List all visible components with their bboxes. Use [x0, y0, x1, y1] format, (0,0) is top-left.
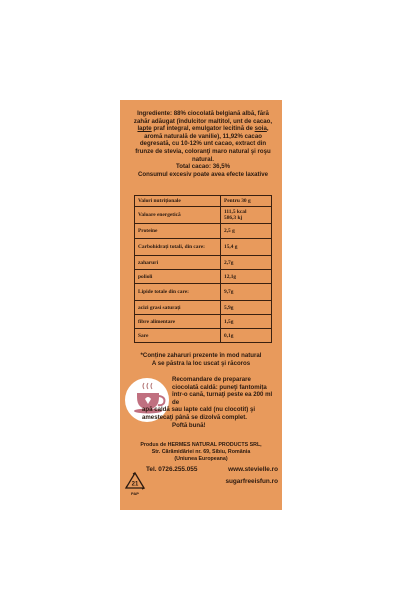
nutrition-label: fibre alimentare	[135, 315, 221, 329]
nutrition-value: 0,1g	[221, 329, 272, 343]
recycle-number: 21	[131, 481, 139, 488]
nutrition-value: 2,7g	[221, 256, 272, 270]
nutrition-header-label: Valori nutriționale	[135, 196, 221, 207]
nutrition-row	[135, 256, 272, 270]
producer-info	[122, 442, 280, 463]
producer-region: (Uniunea Europeana)	[174, 456, 228, 462]
nutrition-value: 1,5g	[221, 315, 272, 329]
recycle-code: PAP	[131, 491, 139, 496]
nutrition-value: 15,4 g	[221, 239, 272, 256]
laxative-warning: Consumul excesiv poate avea efecte laxative	[137, 170, 269, 178]
nutrition-value: 9,7g	[221, 284, 272, 301]
nutrition-label: zaharuri	[135, 256, 221, 270]
total-cacao: Total cacao: 36,5%	[175, 163, 231, 171]
recycle-icon	[124, 471, 146, 497]
sugar-note: *Conține zaharuri prezente în mod natural	[140, 352, 262, 359]
producer-address: Str. Cărămidăriei nr. 69, Sibiu, România	[151, 449, 251, 455]
nutrition-label: acizi grasi saturați	[135, 301, 221, 315]
nutrition-table	[134, 195, 272, 343]
nutrition-row	[135, 301, 272, 315]
allergen-soia: soia	[254, 125, 267, 133]
nutrition-value: 111,5 kcal 586,3 kj	[221, 207, 272, 224]
nutrition-value: 5,9g	[221, 301, 272, 315]
allergen-lapte: lapte	[137, 125, 152, 133]
nutrition-label: Carbohidrați totali, din care:	[135, 239, 221, 256]
nutrition-row	[135, 284, 272, 301]
nutrition-row	[135, 207, 272, 224]
nutrition-value: 12,1g	[221, 270, 272, 284]
nutrition-row	[135, 270, 272, 284]
storage-note: A se păstra la loc uscat şi răcoros	[151, 360, 251, 367]
producer-name: Produs de HERMES NATURAL PRODUCTS SRL,	[140, 442, 262, 448]
recipe-line-2: apă caldă sau lapte cald (nu clocotit) şi amestecaţi până se dizolvă complet.	[142, 406, 256, 421]
recipe-line-3: Poftă bună!	[172, 421, 206, 429]
nutrition-label: Proteine	[135, 224, 221, 239]
website-link[interactable]: www.stevielle.ro	[228, 466, 278, 473]
notes	[122, 352, 280, 368]
preparation-recommendation	[142, 376, 274, 429]
ingredients-text: Ingrediente: 88% ciocolată belgiană albă, fără zahăr adăugat (îndulcitor maltitol, unt de cacao, lapte praf integral, emulgator lecitină de soia, aromă naturală de vanilie), 11,92% cacao degresată, cu 10-12% unt cacao, extract din frunze de stevia, coloranţi maro natural şi roşu natural. Total cacao: 36,5% Consumul excesiv poate avea efecte laxative	[130, 110, 276, 178]
nutrition-row	[135, 239, 272, 256]
contact-info	[146, 466, 278, 485]
nutrition-value: 2,5 g	[221, 224, 272, 239]
nutrition-row	[135, 315, 272, 329]
nutrition-row	[135, 329, 272, 343]
nutrition-label: polioli	[135, 270, 221, 284]
nutrition-label: Sare	[135, 329, 221, 343]
nutrition-label: Valoare energetică	[135, 207, 221, 224]
recipe-line-1: Recomandare de preparare ciocolată caldă: puneţi fantomița într-o cană, turnaţi peste ea 200 ml de	[172, 376, 273, 406]
website-link-2[interactable]: sugarfreeisfun.ro	[225, 478, 278, 485]
nutrition-row	[135, 224, 272, 239]
nutrition-label: Lipide totale din care:	[135, 284, 221, 301]
nutrition-header-row	[135, 196, 272, 207]
phone: Tel. 0726.255.055	[146, 466, 198, 473]
nutrition-header-value: Pentru 30 g	[221, 196, 272, 207]
